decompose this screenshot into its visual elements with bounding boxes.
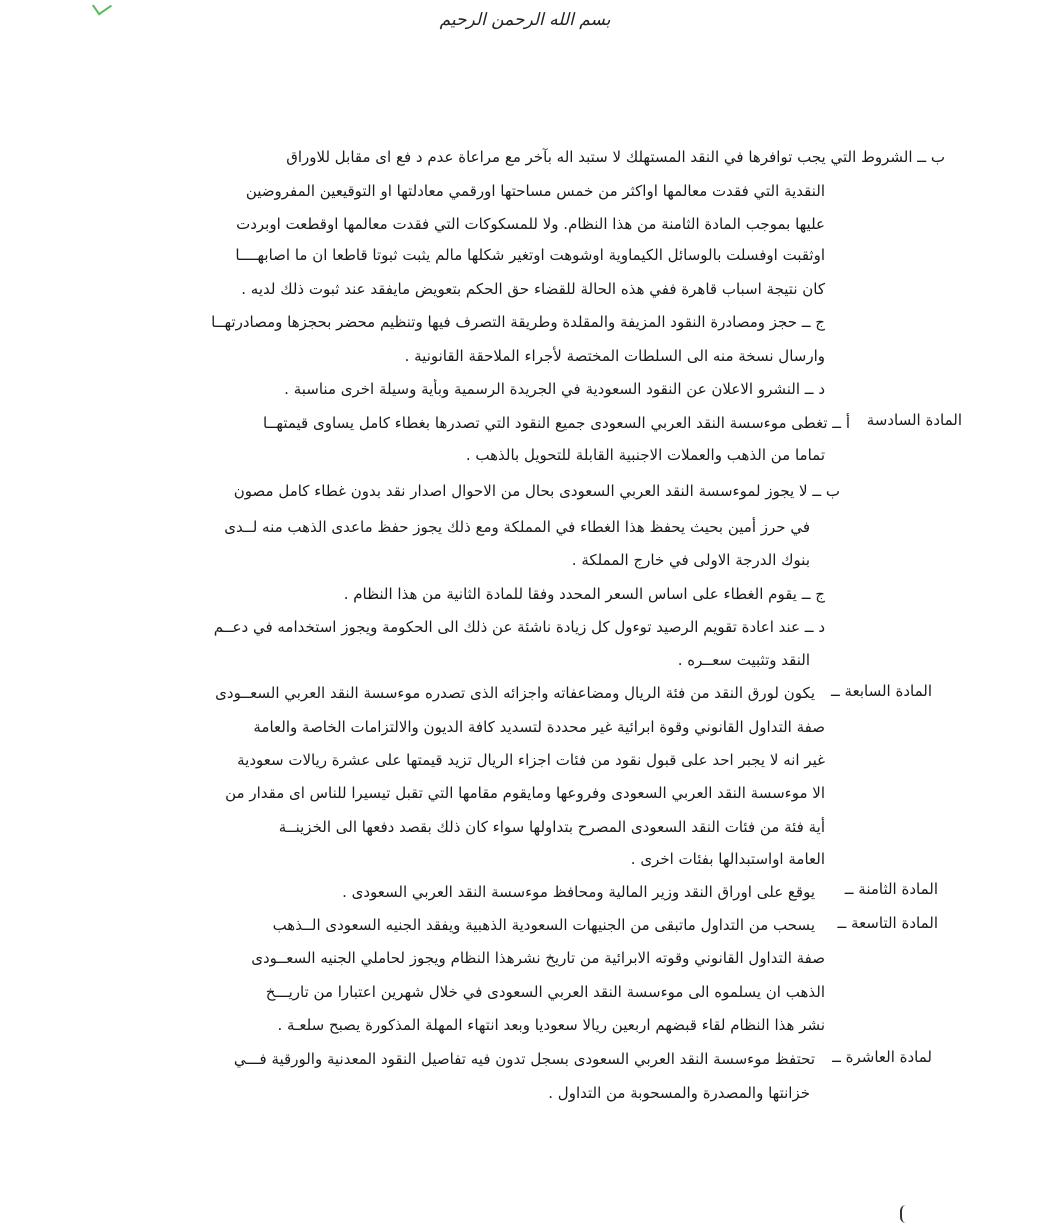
text-line: النقدية التي فقدت معالمها اواكثر من خمس مساحتها اورقمي معادلتها او التوقيعين المفروضين bbox=[245, 182, 825, 200]
text-line: تماما من الذهب والعملات الاجنبية القابلة للتحويل بالذهب . bbox=[465, 446, 825, 464]
text-line: نشر هذا النظام لقاء قبضهم اربعين ريالا سعوديا وبعد انتهاء المهلة المذكورة يصبح سلعـة . bbox=[277, 1016, 825, 1034]
text-line: عليها بموجب المادة الثامنة من هذا النظام. ولا للمسكوكات التي فقدت معالمها اوقطعت اوبردت bbox=[236, 215, 825, 233]
text-line: العامة اواستبدالها بفئات اخرى . bbox=[630, 850, 825, 868]
text-line: د ــ النشرو الاعلان عن النقود السعودية في الجريدة الرسمية وبأية وسيلة اخرى مناسبة . bbox=[284, 380, 825, 398]
article-label-ninth: المادة التاسعة ــ bbox=[837, 914, 938, 932]
text-line: د ــ عند اعادة تقويم الرصيد توءول كل زيادة ناشئة عن ذلك الى الحكومة ويجوز استخدامه في دعــم bbox=[213, 618, 825, 636]
text-line: يكون لورق النقد من فئة الريال ومضاعفاته واجزائه الذى تصدره موءسسة النقد العربي السعــودى bbox=[215, 684, 815, 702]
text-line: الا موءسسة النقد العربي السعودى وفروعها ومايقوم مقامها التي تقبل تيسيرا للناس اى مقدار من bbox=[225, 784, 825, 802]
text-line: النقد وتثبيت سعــره . bbox=[677, 651, 810, 669]
article-label-eighth: المادة الثامنة ــ bbox=[844, 880, 938, 898]
text-line: في حرز أمين بحيث يحفظ هذا الغطاء في المملكة ومع ذلك يجوز حفظ ماعدى الذهب منه لــدى bbox=[224, 518, 810, 536]
text-line: وارسال نسخة منه الى السلطات المختصة لأجراء الملاحقة القانونية . bbox=[404, 347, 825, 365]
article-label-tenth: لمادة العاشرة ــ bbox=[832, 1048, 932, 1066]
text-line: ب ــ لا يجوز لموءسسة النقد العربي السعودى بحال من الاحوال اصدار نقد بدون غطاء كامل مصون bbox=[233, 482, 840, 500]
text-line: صفة التداول القانوني وقوة ابرائية غير محددة لتسديد كافة الديون والالتزامات الخاصة والعامة bbox=[253, 718, 825, 736]
article-label-sixth: المادة السادسة bbox=[866, 411, 962, 429]
text-line: أ ــ تغطى موءسسة النقد العربي السعودى جميع النقود التي تصدرها بغطاء كامل يساوى قيمتهــا bbox=[263, 414, 850, 432]
text-line: صفة التداول القانوني وقوته الابرائية من تاريخ نشرهذا النظام ويجوز لحاملي الجنيه السعــودى bbox=[251, 949, 825, 967]
text-line: ج ــ يقوم الغطاء على اساس السعر المحدد وفقا للمادة الثانية من هذا النظام . bbox=[343, 585, 825, 603]
text-line: الذهب ان يسلموه الى موءسسة النقد العربي السعودى في خلال شهرين اعتبارا من تاريـــخ bbox=[265, 983, 825, 1001]
text-line: خزانتها والمصدرة والمسحوبة من التداول . bbox=[548, 1084, 810, 1102]
text-line: ب ــ الشروط التي يجب توافرها في النقد المستهلك لا ستبد اله بآخر مع مراعاة عدم د فع اى مقابل للاوراق bbox=[286, 148, 945, 166]
text-line: ج ــ حجز ومصادرة النقود المزيفة والمقلدة وطريقة التصرف فيها وتنظيم محضر بحجزها ومصادرتهــا bbox=[211, 313, 825, 331]
text-line: غير انه لا يجبر احد على قبول نقود من فئات اجزاء الريال تزيد قيمتها على عشرة ريالات سعودية bbox=[237, 751, 825, 769]
text-line: يوقع على اوراق النقد وزير المالية ومحافظ موءسسة النقد العربي السعودى . bbox=[342, 883, 815, 901]
text-line: تحتفظ موءسسة النقد العربي السعودى بسجل تدون فيه تفاصيل النقود المعدنية والورقية فـــي bbox=[233, 1050, 815, 1068]
text-line: يسحب من التداول ماتبقى من الجنيهات السعودية الذهبية ويفقد الجنيه السعودى الــذهب bbox=[272, 916, 815, 934]
text-line: كان نتيجة اسباب قاهرة ففي هذه الحالة للقضاء حق الحكم بتعويض مايفقد عند ثبوت ذلك لديه . bbox=[241, 280, 825, 298]
text-line: بنوك الدرجة الاولى في خارج المملكة . bbox=[571, 551, 810, 569]
text-line: أية فئة من فئات النقد السعودى المصرح بتداولها سواء كان ذلك بقصد دفعها الى الخزينــة bbox=[278, 818, 825, 836]
bottom-pen-mark bbox=[900, 1205, 910, 1223]
basmala-header: بسم الله الرحمن الرحيم bbox=[439, 10, 611, 30]
text-line: اوثقبت اوفسلت بالوسائل الكيماوية اوشوهت اوتغير شكلها مالم يثبت ثبوتا قاطعا ان ما اصابهــــا bbox=[235, 246, 825, 264]
article-label-seventh: المادة السابعة ــ bbox=[831, 682, 932, 700]
